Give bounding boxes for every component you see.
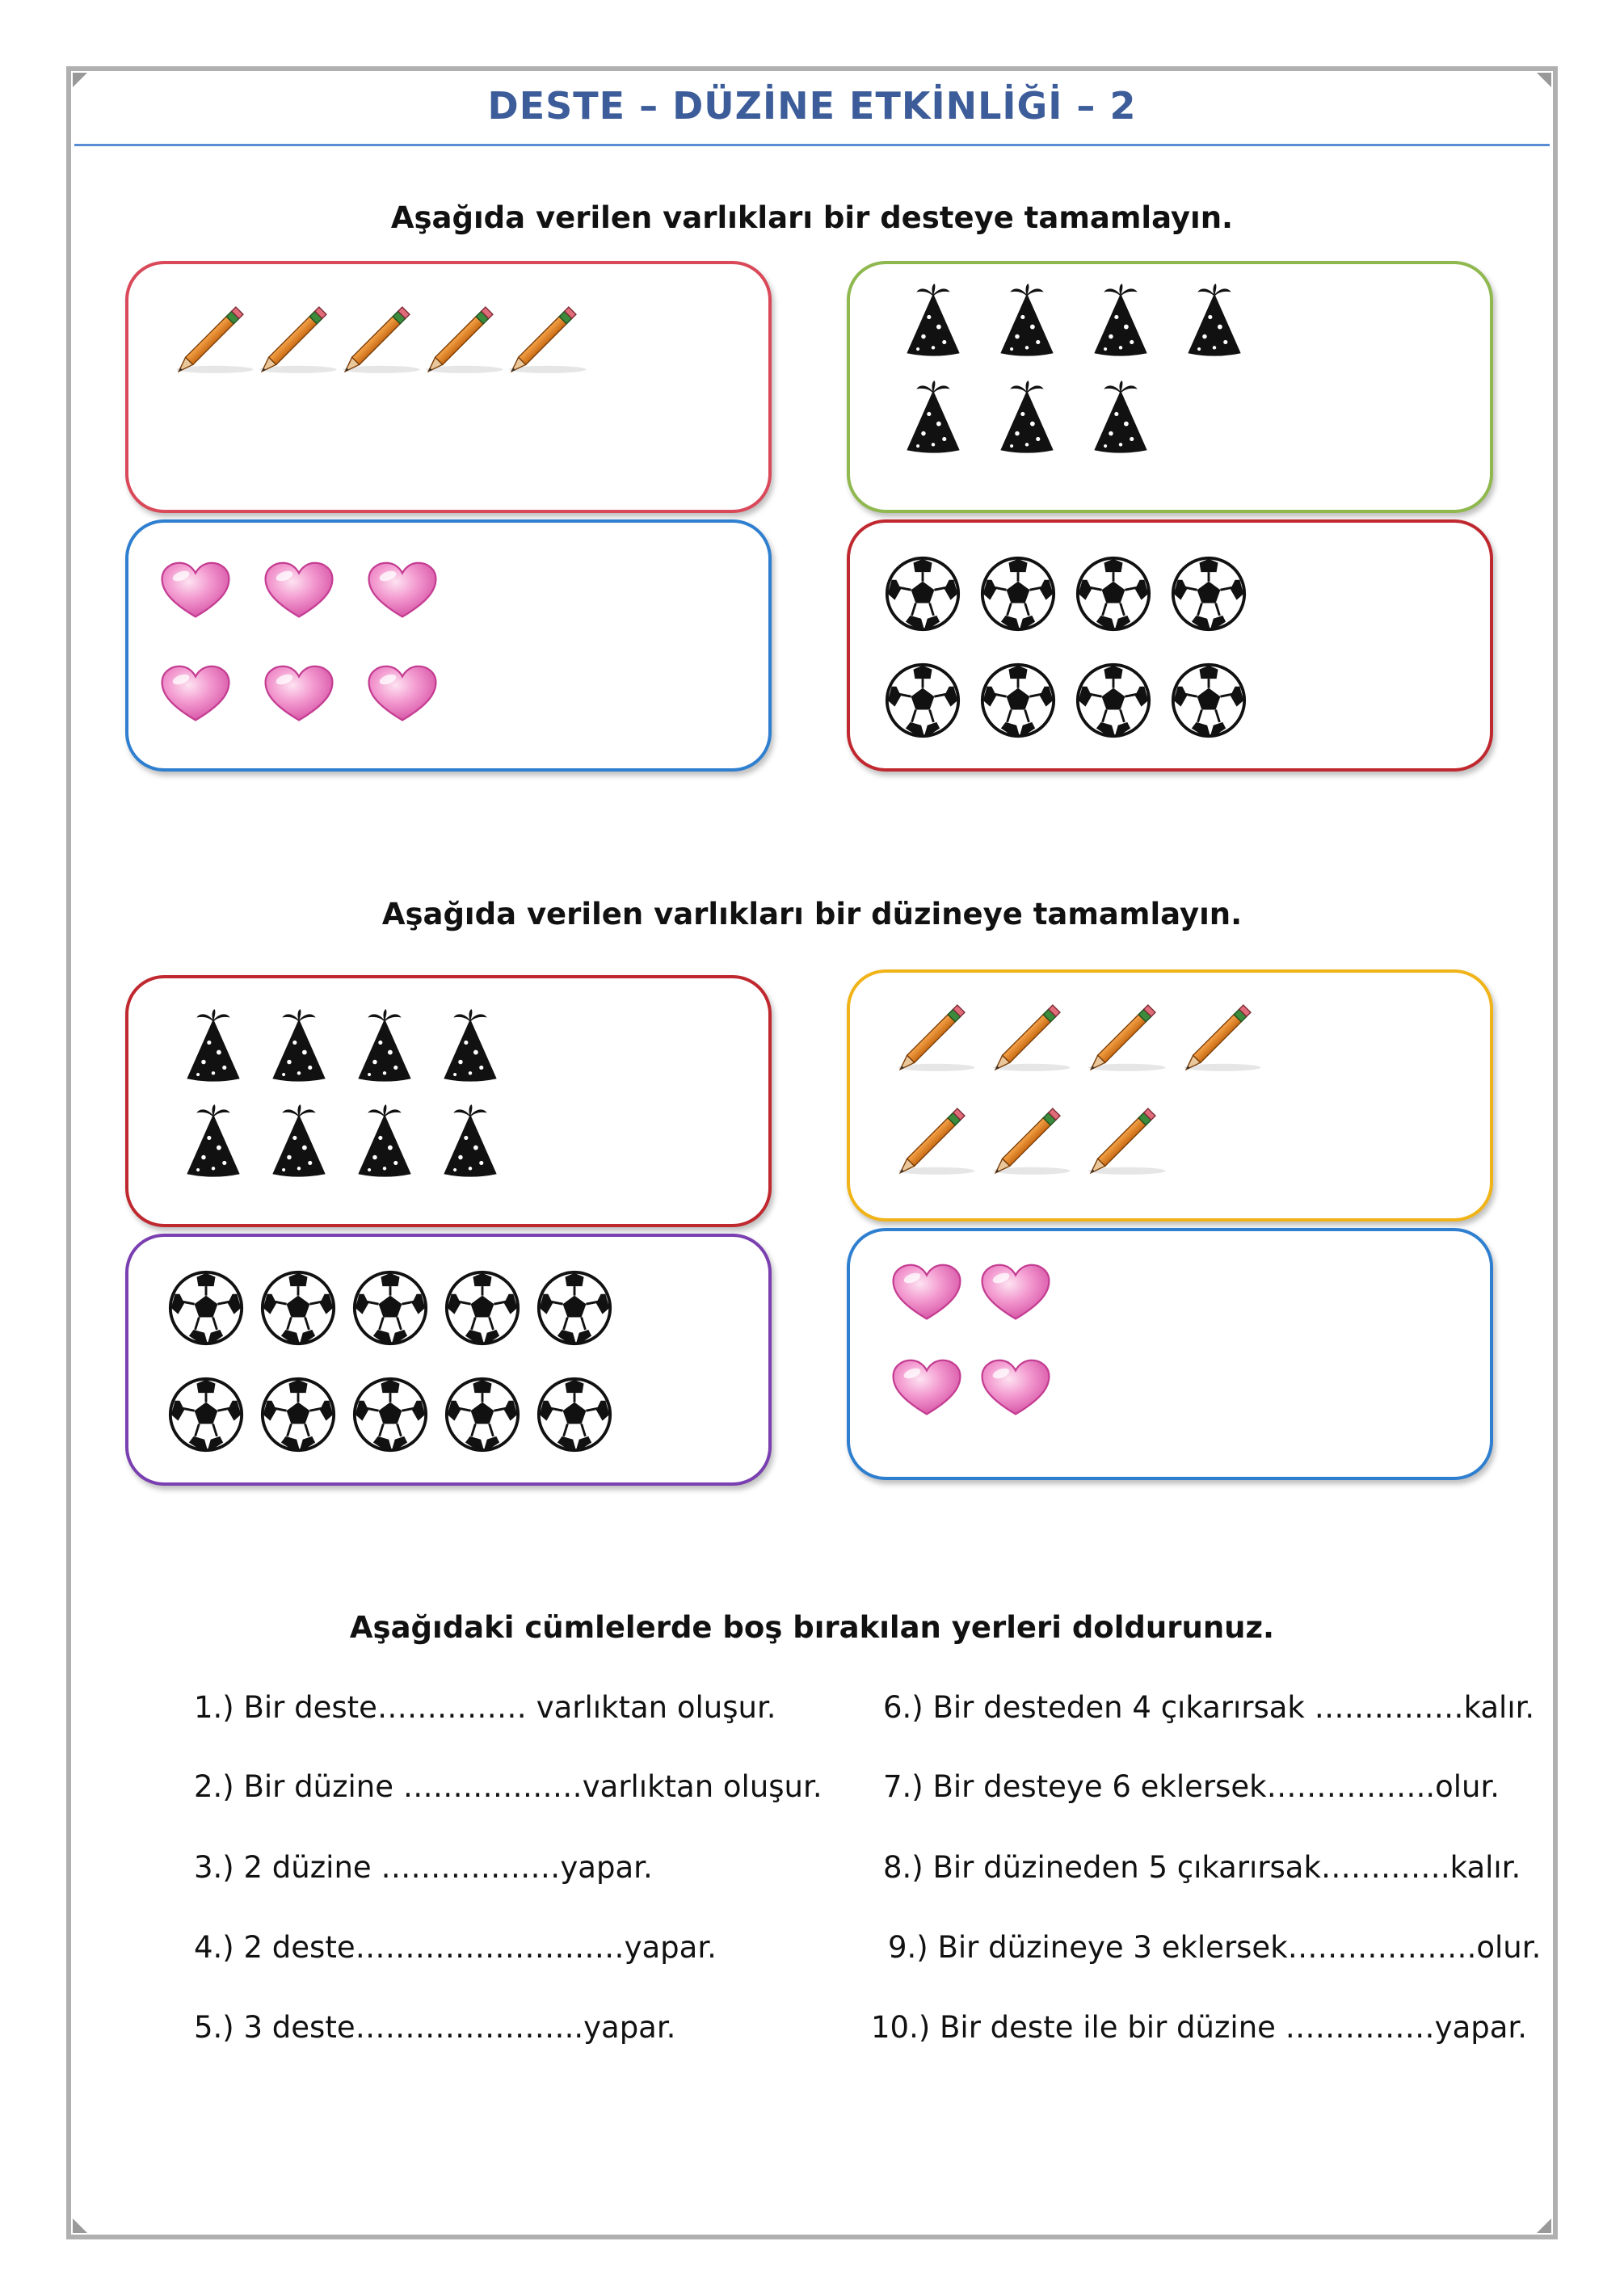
item-box (847, 519, 1493, 772)
soccer-ball-icon (979, 662, 1057, 739)
pencil-icon (1081, 990, 1170, 1079)
sentence-5[interactable]: 5.) 3 deste…………………..yapar. (194, 2010, 676, 2045)
soccer-ball-icon (351, 1376, 429, 1453)
pencil-icon (169, 292, 258, 381)
party-hat-icon (992, 284, 1062, 360)
pencil-icon (335, 292, 424, 381)
soccer-ball-icon (444, 1376, 521, 1453)
sentence-10[interactable]: 10.) Bir deste ile bir düzine ……………yapar. (871, 2010, 1527, 2045)
sentence-4[interactable]: 4.) 2 deste………………………yapar. (194, 1930, 717, 1965)
soccer-ball-icon (1075, 555, 1152, 633)
corner-ornament (73, 2218, 87, 2233)
soccer-ball-icon (259, 1376, 337, 1453)
party-hat-icon (435, 1104, 505, 1181)
sentence-3[interactable]: 3.) 2 düzine ………………yapar. (194, 1850, 653, 1885)
heart-icon (979, 1264, 1052, 1322)
party-hat-icon (350, 1009, 419, 1086)
party-hat-icon (898, 284, 968, 360)
heart-icon (263, 561, 335, 620)
party-hat-icon (350, 1104, 419, 1181)
pencil-icon (419, 292, 507, 381)
party-hat-icon (1086, 381, 1155, 457)
pencil-icon (890, 990, 979, 1079)
soccer-ball-icon (259, 1269, 337, 1347)
heart-icon (366, 665, 439, 723)
party-hat-icon (435, 1009, 505, 1086)
soccer-ball-icon (1075, 662, 1152, 739)
party-hat-icon (1180, 284, 1249, 360)
soccer-ball-icon (167, 1376, 245, 1453)
heart-icon (366, 561, 439, 620)
party-hat-icon (898, 381, 968, 457)
party-hat-icon (992, 381, 1062, 457)
item-box (125, 519, 772, 772)
party-hat-icon (264, 1104, 334, 1181)
sentence-9[interactable]: 9.) Bir düzineye 3 eklersek……………….olur. (888, 1930, 1542, 1965)
heart-icon (979, 1359, 1052, 1417)
item-box (125, 261, 772, 513)
item-box (847, 261, 1493, 513)
soccer-ball-icon (536, 1269, 613, 1347)
section2-instruction: Aşağıda verilen varlıkları bir düzineye tamamlayın. (381, 897, 1243, 931)
heart-icon (890, 1359, 963, 1417)
page-title: DESTE – DÜZİNE ETKİNLİĞİ – 2 (487, 84, 1137, 128)
heart-icon (159, 561, 232, 620)
sentence-6[interactable]: 6.) Bir desteden 4 çıkarırsak ……………kalır. (883, 1690, 1535, 1725)
title-divider (74, 144, 1550, 146)
soccer-ball-icon (884, 662, 961, 739)
soccer-ball-icon (1170, 662, 1247, 739)
soccer-ball-icon (1170, 555, 1247, 633)
section3-instruction: Aşağıdaki cümlelerde boş bırakılan yerleri doldurunuz. (349, 1610, 1275, 1645)
pencil-icon (502, 292, 591, 381)
soccer-ball-icon (979, 555, 1057, 633)
pencil-icon (252, 292, 341, 381)
sentence-1[interactable]: 1.) Bir deste…………… varlıktan oluşur. (194, 1690, 776, 1725)
corner-ornament (1537, 2218, 1551, 2233)
pencil-icon (986, 1094, 1075, 1183)
party-hat-icon (179, 1104, 248, 1181)
sentence-2[interactable]: 2.) Bir düzine ………………varlıktan oluşur. (194, 1769, 823, 1804)
soccer-ball-icon (444, 1269, 521, 1347)
soccer-ball-icon (167, 1269, 245, 1347)
item-box (847, 1228, 1493, 1480)
soccer-ball-icon (884, 555, 961, 633)
party-hat-icon (1086, 284, 1155, 360)
section1-instruction: Aşağıda verilen varlıkları bir desteye tamamlayın. (390, 200, 1234, 235)
pencil-icon (1081, 1094, 1170, 1183)
soccer-ball-icon (351, 1269, 429, 1347)
party-hat-icon (264, 1009, 334, 1086)
heart-icon (263, 665, 335, 723)
pencil-icon (1176, 990, 1265, 1079)
item-box (125, 1234, 772, 1486)
party-hat-icon (179, 1009, 248, 1086)
item-box (125, 975, 772, 1227)
soccer-ball-icon (536, 1376, 613, 1453)
sentence-8[interactable]: 8.) Bir düzineden 5 çıkarırsak………….kalır. (883, 1850, 1521, 1885)
pencil-icon (890, 1094, 979, 1183)
sentence-7[interactable]: 7.) Bir desteye 6 eklersek……………..olur. (883, 1769, 1500, 1804)
heart-icon (159, 665, 232, 723)
item-box (847, 969, 1493, 1222)
heart-icon (890, 1264, 963, 1322)
pencil-icon (986, 990, 1075, 1079)
